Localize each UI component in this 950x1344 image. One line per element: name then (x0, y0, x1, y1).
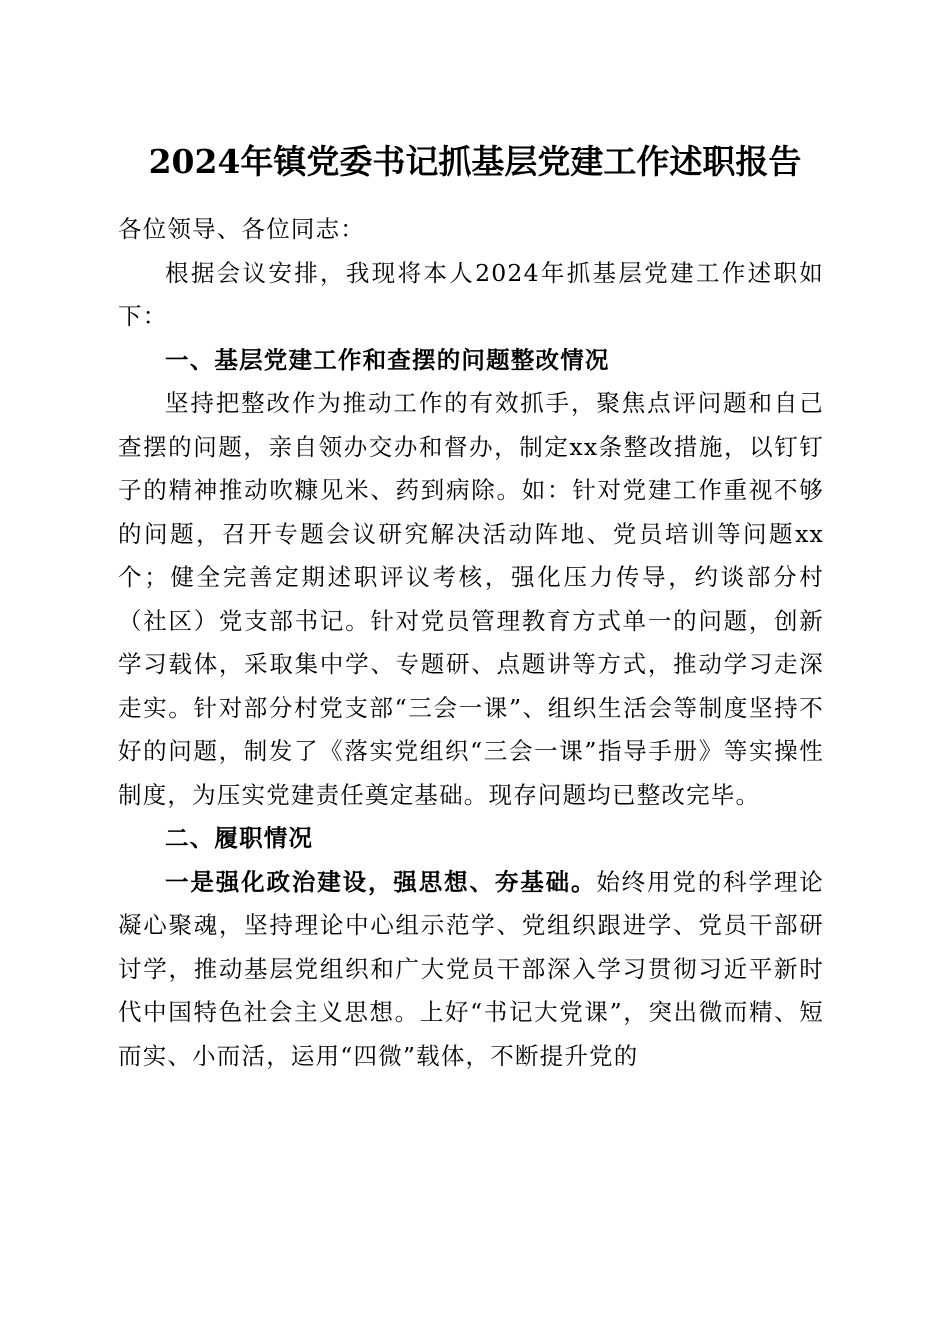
intro-paragraph: 根据会议安排，我现将本人2024年抓基层党建工作述职如下： (118, 258, 824, 330)
section-1-heading: 一、基层党建工作和查摆的问题整改情况 (165, 345, 610, 374)
section-2-lead: 一是强化政治建设，强思想、夯基础。 (165, 867, 597, 896)
document-title: 2024年镇党委书记抓基层党建工作述职报告 (148, 142, 802, 181)
salutation: 各位领导、各位同志： (118, 215, 365, 243)
document-body (118, 208, 824, 1078)
section-2-heading: 二、履职情况 (165, 824, 314, 852)
section-2-text: 始终用党的科学理论凝心聚魂，坚持理论中心组示范学、党组织跟进学、党员干部研讨学，推动基层党组织和广大党员干部深入学习贯彻习近平新时代中国特色社会主义思想。上好“书记大党课”，突出微而精、短而实、小而活，运用“四微”载体，不断提升党的 (118, 867, 824, 1070)
section-2-paragraph (118, 861, 824, 1079)
section-1-paragraph: 坚持把整改作为推动工作的有效抓手，聚焦点评问题和自己查摆的问题，亲自领办交办和督办，制定xx条整改措施，以钉钉子的精神推动吹糠见米、药到病除。如：针对党建工作重视不够的问题，召开专题会议研究解决活动阵地、党员培训等问题xx个；健全完善定期述职评议考核，强化压力传导，约谈部分村（社区）党支部书记。针对党员管理教育方式单一的问题，创新学习载体，采取集中学、专题研、点题讲等方式，推动学习走深走实。针对部分村党支部“三会一课”、组织生活会等制度坚持不好的问题，制发了《落实党组织“三会一课”指导手册》等实操性制度，为压实党建责任奠定基础。现存问题均已整改完毕。 (118, 389, 824, 809)
